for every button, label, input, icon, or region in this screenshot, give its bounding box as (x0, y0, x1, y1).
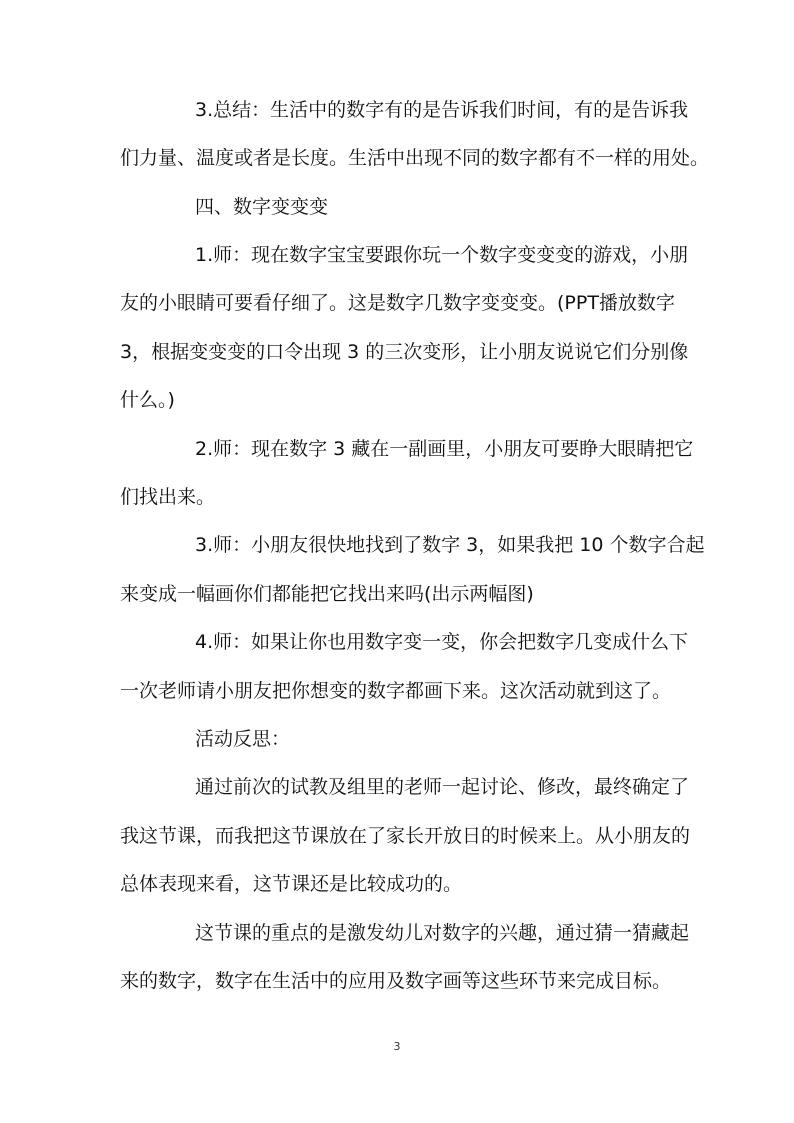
text-line: 3.师：小朋友很快地找到了数字 3，如果我把 10 个数字合起 (195, 534, 705, 556)
text-line: 我这节课，而我把这节课放在了家长开放日的时候来上。从小朋友的 (120, 825, 691, 847)
text-line: 一次老师请小朋友把你想变的数字都画下来。这次活动就到这了。 (120, 680, 672, 702)
text-line: 来的数字，数字在生活中的应用及数字画等这些环节来完成目标。 (120, 970, 672, 992)
text-line: 们力量、温度或者是长度。生活中出现不同的数字都有不一样的用处。 (120, 147, 710, 169)
text-line: 友的小眼睛可要看仔细了。这是数字几数字变变变。(PPT播放数字 (120, 292, 675, 314)
section-heading: 四、数字变变变 (195, 196, 329, 218)
section-heading: 活动反思： (195, 728, 291, 750)
page-number: 3 (393, 1040, 401, 1053)
text-line: 3，根据变变变的口令出现 3 的三次变形，让小朋友说说它们分别像 (120, 341, 689, 363)
text-line: 2.师：现在数字 3 藏在一副画里，小朋友可要睁大眼睛把它 (195, 438, 694, 460)
text-line: 通过前次的试教及组里的老师一起讨论、修改，最终确定了 (195, 776, 690, 798)
text-line: 4.师：如果让你也用数字变一变，你会把数字几变成什么下 (195, 631, 689, 653)
text-line: 什么。) (120, 389, 175, 411)
text-line: 这节课的重点的是激发幼儿对数字的兴趣，通过猜一猜藏起 (195, 922, 690, 944)
text-line: 来变成一幅画你们都能把它找出来吗(出示两幅图) (120, 583, 534, 605)
text-line: 们找出来。 (120, 486, 216, 508)
text-line: 总体表现来看，这节课还是比较成功的。 (120, 873, 463, 895)
text-line: 3.总结：生活中的数字有的是告诉我们时间，有的是告诉我 (195, 99, 689, 121)
text-line: 1.师：现在数字宝宝要跟你玩一个数字变变变的游戏，小朋 (195, 244, 689, 266)
